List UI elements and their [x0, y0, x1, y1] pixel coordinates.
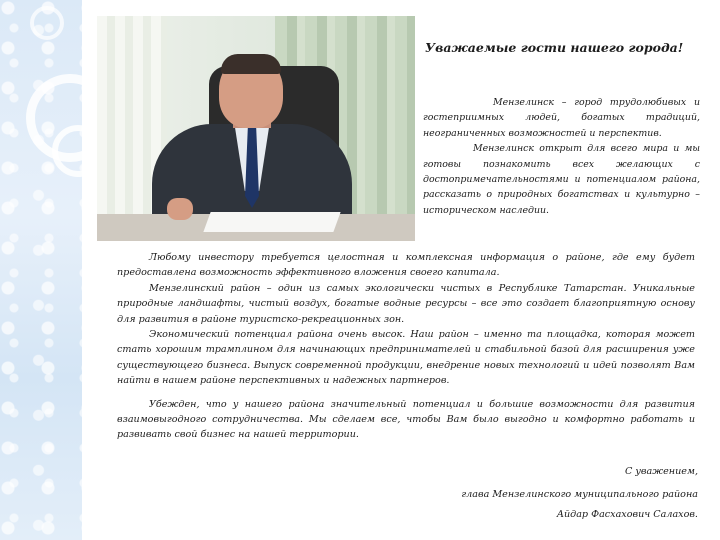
body-paragraph: Экономический потенциал района очень высок. Наш район – именно та площадка, которая может стать хорошим трамплином для начинающих предпринимателей и стабильной базой для расширения уже существующего бизнеса. Выпуск современной продукции, внедрение новых технологий и идей позволят Вам найти в нашем районе перспективных и надежных партнеров. [117, 329, 695, 387]
intro-paragraph: Мензелинск открыт для всего мира и мы готовы познакомить всех желающих с достопримечательностями и потенциалом района, рассказать о природных богатствах и культурно – историческом наследии. [423, 143, 700, 216]
intro-text [423, 95, 700, 218]
greeting-heading: Уважаемые гости нашего города! [425, 40, 684, 55]
decorative-side-strip [0, 0, 82, 540]
signature-closing: С уважением, [624, 466, 698, 477]
signature-name: Айдар Фасхахович Салахов. [556, 509, 698, 520]
body-paragraph: Любому инвестору требуется целостная и комплексная информация о районе, где ему будет предоставлена возможность эффективного вложения своего капитала. [117, 252, 695, 279]
intro-paragraph: Мензелинск – город трудолюбивых и гостеприимных людей, богатых традиций, неограниченных возможностей и перспектив. [423, 97, 700, 139]
decorative-ring [30, 6, 64, 40]
decorative-ring [52, 125, 82, 177]
photo-paper [203, 212, 340, 232]
head-of-district-photo [97, 16, 415, 241]
body-paragraph: Убежден, что у нашего района значительный потенциал и большие возможности для развития взаимовыгодного сотрудничества. Мы сделаем все, чтобы Вам было выгодно и комфортно работать и развивать свой бизнес на нашей территории. [117, 398, 695, 441]
body-paragraph: Мензелинский район – один из самых экологически чистых в Республике Татарстан. Уникальные природные ландшафты, чистый воздух, богатые водные ресурсы – все это создает благоприятную основу для развития в районе туристско-рекреационных зон. [117, 282, 695, 325]
photo-hand [167, 198, 193, 220]
decorative-ring [26, 74, 82, 162]
photo-hair [221, 54, 281, 74]
signature-position: глава Мензелинского муниципального района [461, 489, 698, 500]
main-letter-text [117, 250, 695, 443]
